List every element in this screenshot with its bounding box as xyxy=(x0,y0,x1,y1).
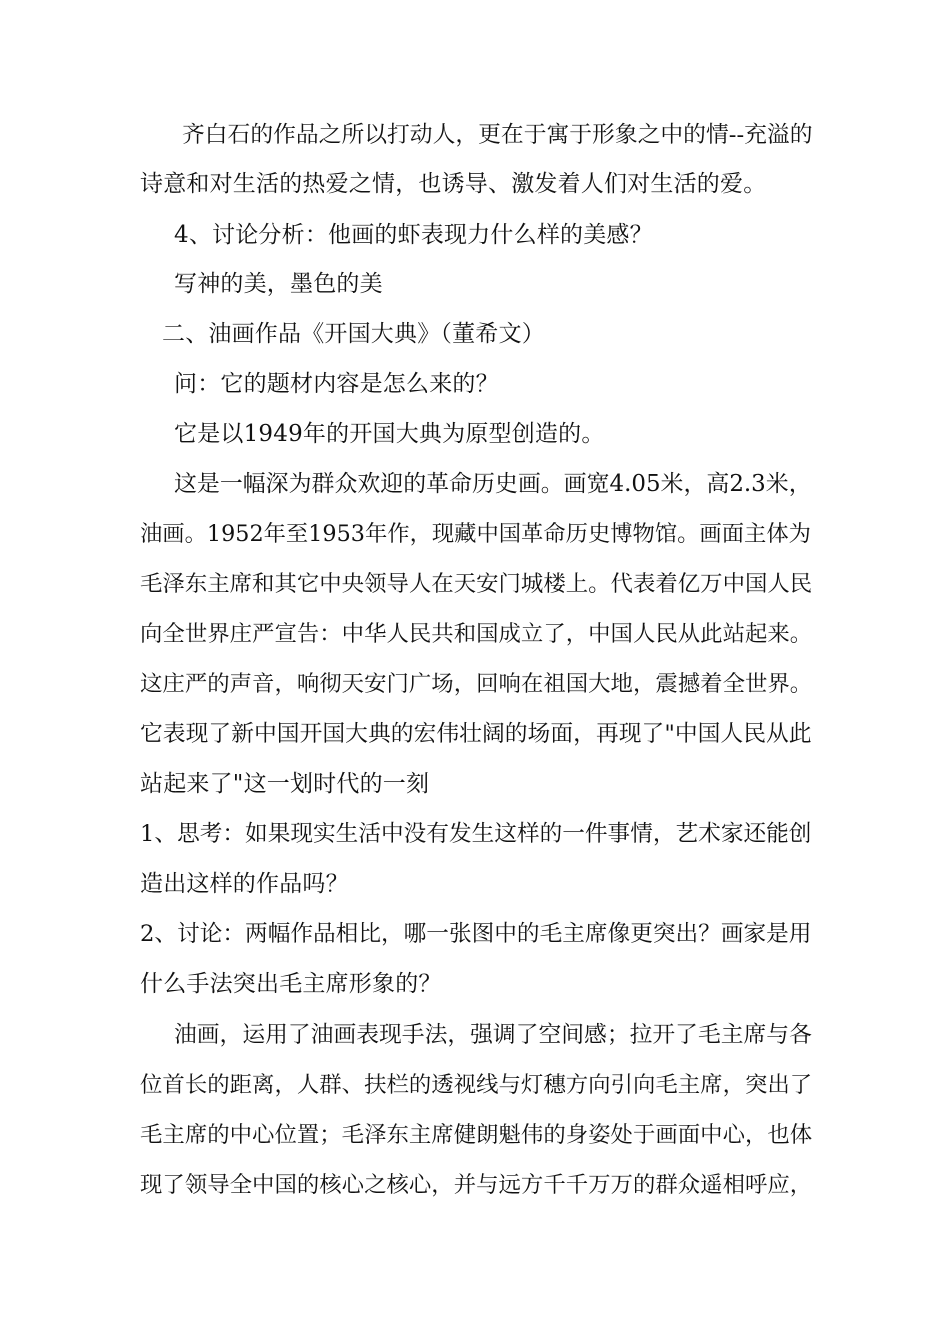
paragraph-line-19: 油画，运用了油画表现手法，强调了空间感；拉开了毛主席与各 xyxy=(174,1022,812,1048)
paragraph-line-20: 位首长的距离，人群、扶栏的透视线与灯穗方向引向毛主席，突出了 xyxy=(140,1072,813,1098)
paragraph-line-1: 齐白石的作品之所以打动人，更在于寓于形象之中的情--充溢的 xyxy=(182,122,813,148)
question-line: 问：它的题材内容是怎么来的？ xyxy=(174,371,499,397)
paragraph-line-2: 诗意和对生活的热爱之情，也诱导、激发着人们对生活的爱。 xyxy=(140,171,767,197)
discussion-question-2-cont: 什么手法突出毛主席形象的？ xyxy=(140,971,442,997)
paragraph-line-9: 油画。1952年至1953年作，现藏中国革命历史博物馆。画面主体为 xyxy=(140,521,811,547)
answer-line-2: 它是以1949年的开国大典为原型创造的。 xyxy=(174,421,605,447)
paragraph-line-12: 这庄严的声音，响彻天安门广场，回响在祖国大地，震撼着全世界。 xyxy=(140,671,813,697)
paragraph-line-14: 站起来了"这一划时代的一刻 xyxy=(140,771,430,797)
thinking-question-1-cont: 造出这样的作品吗？ xyxy=(140,871,349,897)
paragraph-line-8: 这是一幅深为群众欢迎的革命历史画。画宽4.05米，高2.3米， xyxy=(174,471,812,497)
thinking-question-1: 1、思考：如果现实生活中没有发生这样的一件事情，艺术家还能创 xyxy=(140,821,812,847)
paragraph-line-13: 它表现了新中国开国大典的宏伟壮阔的场面，再现了"中国人民从此 xyxy=(140,721,812,747)
answer-line: 写神的美，墨色的美 xyxy=(174,271,383,297)
paragraph-line-11: 向全世界庄严宣告：中华人民共和国成立了，中国人民从此站起来。 xyxy=(140,621,813,647)
discussion-question-4: 4、讨论分析：他画的虾表现力什么样的美感？ xyxy=(174,222,653,248)
section-heading-2: 二、油画作品《开国大典》（董希文） xyxy=(162,321,545,347)
paragraph-line-21: 毛主席的中心位置；毛泽东主席健朗魁伟的身姿处于画面中心，也体 xyxy=(140,1122,813,1148)
discussion-question-2: 2、讨论：两幅作品相比，哪一张图中的毛主席像更突出？画家是用 xyxy=(140,921,812,947)
paragraph-line-10: 毛泽东主席和其它中央领导人在天安门城楼上。代表着亿万中国人民 xyxy=(140,571,813,597)
paragraph-line-22: 现了领导全中国的核心之核心，并与远方千千万万的群众遥相呼应， xyxy=(140,1172,813,1198)
